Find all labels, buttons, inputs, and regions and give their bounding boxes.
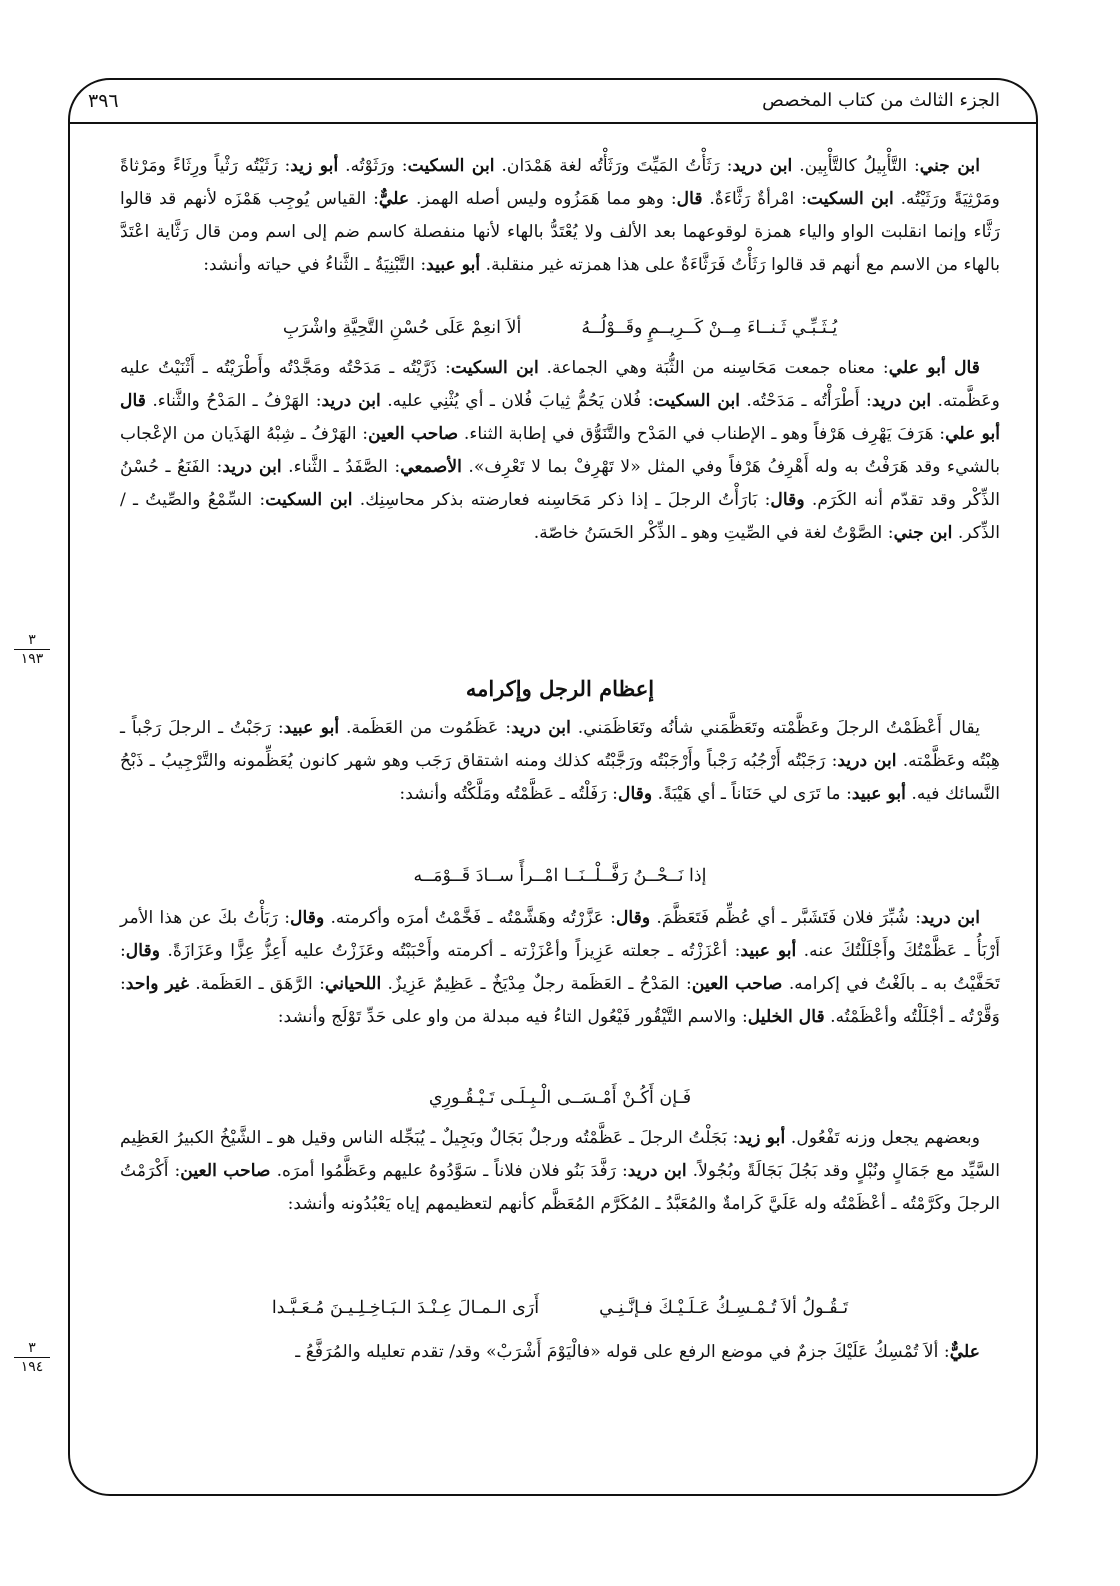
running-header-title: الجزء الثالث من كتاب المخصص bbox=[762, 90, 1000, 111]
text-run: : المَدْحُ ـ العَظَمة رجلٌ مِدْيَخٌ ـ عَظِيمٌ عَزِيزٌ. bbox=[381, 974, 692, 994]
source-citation: وقال bbox=[290, 908, 325, 928]
text-run: : ورَثَوْتُه. bbox=[338, 156, 408, 176]
verse-3: فَـإن أَكُـنْ أَمْـسَــى الْـبِـلَـى تَـيْـقُـورِي bbox=[428, 1088, 692, 1108]
source-citation: أبو عبيد bbox=[426, 255, 481, 275]
source-citation: ابن دريد bbox=[732, 156, 793, 176]
paragraph-5-text bbox=[120, 1122, 1000, 1221]
source-citation: عليٌّ bbox=[949, 1342, 980, 1362]
margin-reference-193 bbox=[14, 632, 50, 667]
text-run: : رَفَّدَ بَنُو فلان فلاناً ـ سَوَّدُوهُ عليهم وعَظَّمُوا أمرَه. bbox=[270, 1161, 628, 1181]
text-run: : رَبَأْتُ بكَ عن هذا الأمر أَرْبَأُ ـ عَظَّمْتُكَ وأَجْلَلْتُكَ عنه. bbox=[120, 908, 1000, 961]
text-run: : التَّبْنِيَةُ ـ الثَّناءُ في حياته وأنشد: bbox=[203, 255, 427, 275]
text-run: : عَزَّرْتُه وهَشَّمْتُه ـ فَخَّمْتُ أمرَه وأكرمته. bbox=[324, 908, 616, 928]
source-citation: ابن جني bbox=[893, 523, 953, 543]
section-heading: إعظام الرجل وإكرامه bbox=[465, 676, 655, 701]
source-citation: الأصمعي bbox=[400, 457, 462, 477]
text-run: وبعضهم يجعل وزنه تَفْعُول. bbox=[785, 1128, 981, 1148]
verse-4-second-hemistich: أَرَى الـمـالَ عِـنْـدَ الـبَـاخِـلِـيـنَ مُـعَـبَّـدا bbox=[271, 1298, 540, 1318]
source-citation: وقال bbox=[615, 908, 651, 928]
source-citation: ابن دريد bbox=[920, 908, 980, 928]
text-run: : الهَرْفُ ـ شِبْهُ الهَذَيان من الإعْجاب بالشيء وقد هَرَفْتُ به وله أَهْرِفُ هَرْفاً وفي المثل «لا تَهْرِفْ بما لا تَعْرِف». bbox=[120, 424, 1000, 477]
source-citation: صاحب العين bbox=[368, 424, 459, 444]
text-run: : هَرَفَ يَهْرِف هَرْفاً وهو ـ الإطناب في المَدْح والتَّنَوُّق في إطابة الثناء. bbox=[458, 424, 946, 444]
source-citation: ابن جني bbox=[919, 156, 980, 176]
source-citation: أبو عبيد bbox=[283, 718, 340, 738]
paragraph-1 bbox=[120, 150, 1000, 282]
source-citation: أبو عبيد bbox=[740, 941, 797, 961]
text-run: : رَثَيْتُه رَثْياً ورِثَاءً ومَرْثاةً ومَرْثِيَةً ورَثَيْتُه. bbox=[120, 156, 1000, 209]
text-run: : الهَرْفُ ـ المَدْحُ والثَّناء. bbox=[145, 391, 322, 411]
source-citation: ابن دريد bbox=[837, 751, 897, 771]
text-run: : رَجَبْتُه أَرْجُبُه رَجْباً وأَرْجَبْتُه ورَجَّبْتُه كذلك ومنه اشتقاق رَجَب وهو شهر كانون يُعَظِّمونه والتَّرْجِيبُ ـ ذَبْحُ النَّسائك فيه. bbox=[120, 751, 1000, 804]
source-citation: وقال bbox=[770, 490, 805, 510]
verse-1 bbox=[120, 312, 1000, 345]
margin-reference-194 bbox=[14, 1340, 50, 1375]
source-citation: قال أبو علي bbox=[120, 391, 1001, 444]
source-citation: غير واحد bbox=[125, 974, 189, 994]
text-run: : والاسم التَّيْقُور فَيْعُول التاءُ فيه مبدلة من واو على حَدِّ تَوْلَج وأنشد: bbox=[277, 1007, 748, 1027]
source-citation: قال الخليل bbox=[747, 1007, 825, 1027]
text-run: : رَفَلْتُه ـ عَظَّمْتُه ومَلَّكْتُه وأنشد: bbox=[399, 784, 618, 804]
margin-ref-page: ١٩٣ bbox=[20, 651, 44, 667]
source-citation: ابن السكيت bbox=[806, 189, 894, 209]
source-citation: عليٌّ bbox=[378, 189, 410, 209]
verse-2: إذا نَــحْــنُ رَفَّــلْــنَــا امْــرأً ســادَ قَــوْمَــه bbox=[413, 866, 707, 886]
source-citation: أبو زيد bbox=[738, 1128, 786, 1148]
verse-4 bbox=[120, 1292, 1000, 1325]
source-citation: ابن السكيت bbox=[653, 391, 741, 411]
paragraph-3 bbox=[120, 712, 1000, 811]
text-run: : بَارَأْتُ الرجلَ ـ إذا ذكر مَحَاسِنه فعارضته بذكر محاسِنِك. bbox=[352, 490, 771, 510]
source-citation: ابن دريد bbox=[511, 718, 571, 738]
text-run: : التَّأْبِيلُ كالتَّأْبِين. bbox=[792, 156, 920, 176]
source-citation: ابن دريد bbox=[871, 391, 932, 411]
text-run: : ذَرَّيْتُه ـ مَدَحْتُه ومَجَّدْتُه وأَطْرَيْتُه ـ أَثْنَيْتُ عليه وعَظَّمته. bbox=[120, 358, 1000, 411]
verse-1-first-hemistich: يُـثَـبِّـي ثَـنــاءَ مِــنْ كَــرِيــمٍ وقَــوْلُــهُ bbox=[581, 318, 838, 338]
paragraph-4 bbox=[120, 902, 1000, 1034]
source-citation: وقال bbox=[125, 941, 161, 961]
text-run: : السِّمْعُ والصِّيتُ ـ /الذِّكر. bbox=[120, 490, 1000, 543]
text-run: : أَكْرَمْتُ الرجلَ وكَرَّمْتُه ـ أعْظَمْتُه وله عَلَيَّ كَرامةٌ والمُعَبَّدُ ـ المُكَرَّم المُعَظَّم كأنهم لتعظيمهم إياه يَعْبُدُونه وأنشد: bbox=[120, 1161, 1000, 1214]
text-run: : الفَنَعُ ـ حُسْنُ الذِّكْر وقد تقدّم أنه الكَرَم. bbox=[120, 457, 1001, 510]
text-run: : الصَّفَدُ ـ الثَّناء. bbox=[281, 457, 401, 477]
verse-4-first-hemistich: تَـقُـولُ ألاَ تُـمْـسِـكُ عَـلَـيْـكَ فـإنَّـنِـي bbox=[599, 1298, 849, 1318]
paragraph-1-text bbox=[120, 150, 1000, 282]
text-run: : فُلان يَحُمُّ ثِيابَ فُلان ـ أي يُثْنِي عليه. bbox=[380, 391, 654, 411]
paragraph-6-text bbox=[120, 1336, 1000, 1369]
text-run: : وَقَّرْتُه ـ أجْلَلْتُه وأعْظَمْتُه. bbox=[120, 974, 1000, 1027]
source-citation: ابن دريد bbox=[627, 1161, 687, 1181]
text-run: : بَجَلْتُ الرجلَ ـ عَظَّمْتُه ورجلٌ بَجَالٌ وبَجِيلٌ ـ يُبَجِّله الناس وقيل هو ـ الشَّيْخُ الكبيرُ العَظِيم السَّيِّد مع جَمَالٍ ونُبْلٍ وقد بَجُلَ بَجَالَةً وبُجُولاً. bbox=[120, 1128, 1001, 1181]
page-number: ٣٩٦ bbox=[88, 90, 119, 112]
text-run: : أَطْرَأْتُه ـ مَدَحْتُه. bbox=[740, 391, 872, 411]
text-run: : ألاَ تُمْسِكُ عَلَيْكَ جزمٌ في موضع الرفع على قوله «فالْيَوْمَ أَشْرَبْ» وقد/ تقدم تعليله والمُرَفَّعُ ـ bbox=[295, 1342, 950, 1362]
source-citation: قال أبو علي bbox=[888, 358, 981, 378]
text-run: : الصَّوْتُ لغة في الصِّيتِ وهو ـ الذِّكْر الحَسَنُ خاصّة. bbox=[533, 523, 894, 543]
header-rule bbox=[70, 122, 1036, 124]
text-run: : رَجَبْتُ ـ الرجلَ رَجْباً ـ هِبْتُه وعَظَّمْته. bbox=[120, 718, 1000, 771]
source-citation: صاحب العين bbox=[180, 1161, 271, 1181]
source-citation: قال bbox=[676, 189, 703, 209]
source-citation: ابن السكيت bbox=[407, 156, 495, 176]
text-run: : رَثَأْتُ المَيِّتَ ورَثَأْتُه لغة هَمْدَان. bbox=[494, 156, 733, 176]
source-citation: أبو زيد bbox=[290, 156, 339, 176]
margin-ref-volume: ٣ bbox=[14, 632, 50, 650]
text-run: : تَحَفَّيْتُ به ـ بالَغْتُ في إكرامه. bbox=[120, 941, 1000, 994]
source-citation: ابن السكيت bbox=[265, 490, 353, 510]
paragraph-4-text bbox=[120, 902, 1000, 1034]
source-citation: اللحياني bbox=[324, 974, 382, 994]
source-citation: أبو عبيد bbox=[851, 784, 906, 804]
paragraph-2-text bbox=[120, 352, 1000, 550]
paragraph-5 bbox=[120, 1122, 1000, 1221]
margin-ref-page: ١٩٤ bbox=[20, 1359, 44, 1375]
text-run: : القياس يُوجِب هَمْزَه لأنهم قد قالوا رَثَّاء وإنما انقلبت الواو والياء همزة لوقوعهما بعد الألف ولا يُعْتَدُّ بالهاء لأنها منفصلة كاسم ضم إلى اسم ومن قال رَثَّاية اعْتَدَّ بالهاء من الاسم مع أنهم قد قالوا رَثَأْتُ فَرَثَّاءَةٌ على هذا همزته غير منقلبة. bbox=[120, 189, 1000, 275]
text-run: : عَظَمُوت من العَظَمة. bbox=[339, 718, 512, 738]
text-run: : أعْزَزْتُه ـ جعلته عَزِيزاً وأعْزَزْته ـ أكرمته وأَحْبَبْتُه وعَزَزْتُ عليه أَعِزُّ عِزًّا وعَزَازَةً. bbox=[160, 941, 741, 961]
paragraph-3-text bbox=[120, 712, 1000, 811]
paragraph-6 bbox=[120, 1336, 1000, 1369]
paragraph-2 bbox=[120, 352, 1000, 550]
margin-ref-volume: ٣ bbox=[14, 1340, 50, 1358]
source-citation: ابن دريد bbox=[222, 457, 282, 477]
text-run: : وهو مما هَمَزُوه وليس أصله الهمز. bbox=[409, 189, 677, 209]
text-run: يقال أَعْظَمْتُ الرجلَ وعَظَّمْته وتَعَظَّمَني شأنُه وتَعَاظَمَني. bbox=[570, 718, 980, 738]
text-run: : امْرأةٌ رَثَّاءَةٌ. bbox=[702, 189, 807, 209]
source-citation: ابن دريد bbox=[321, 391, 381, 411]
text-run: : الرَّهَق ـ العَظَمة. bbox=[189, 974, 325, 994]
source-citation: وقال bbox=[617, 784, 653, 804]
source-citation: صاحب العين bbox=[691, 974, 783, 994]
text-run: : معناه جمعت مَحَاسِنه من الثُّبَة وهي الجماعة. bbox=[538, 358, 889, 378]
verse-1-second-hemistich: ألاَ انعِمْ عَلَى حُسْنِ التَّحِيَّةِ واشْرَبِ bbox=[282, 318, 522, 338]
text-run: : شُبِّرَ فلان فَتَشَبَّر ـ أي عُظِّم فَتَعَظَّمَ. bbox=[650, 908, 921, 928]
source-citation: ابن السكيت bbox=[450, 358, 539, 378]
text-run: : ما تَرَى لي حَنَاناً ـ أي هَيْبَةً. bbox=[652, 784, 852, 804]
